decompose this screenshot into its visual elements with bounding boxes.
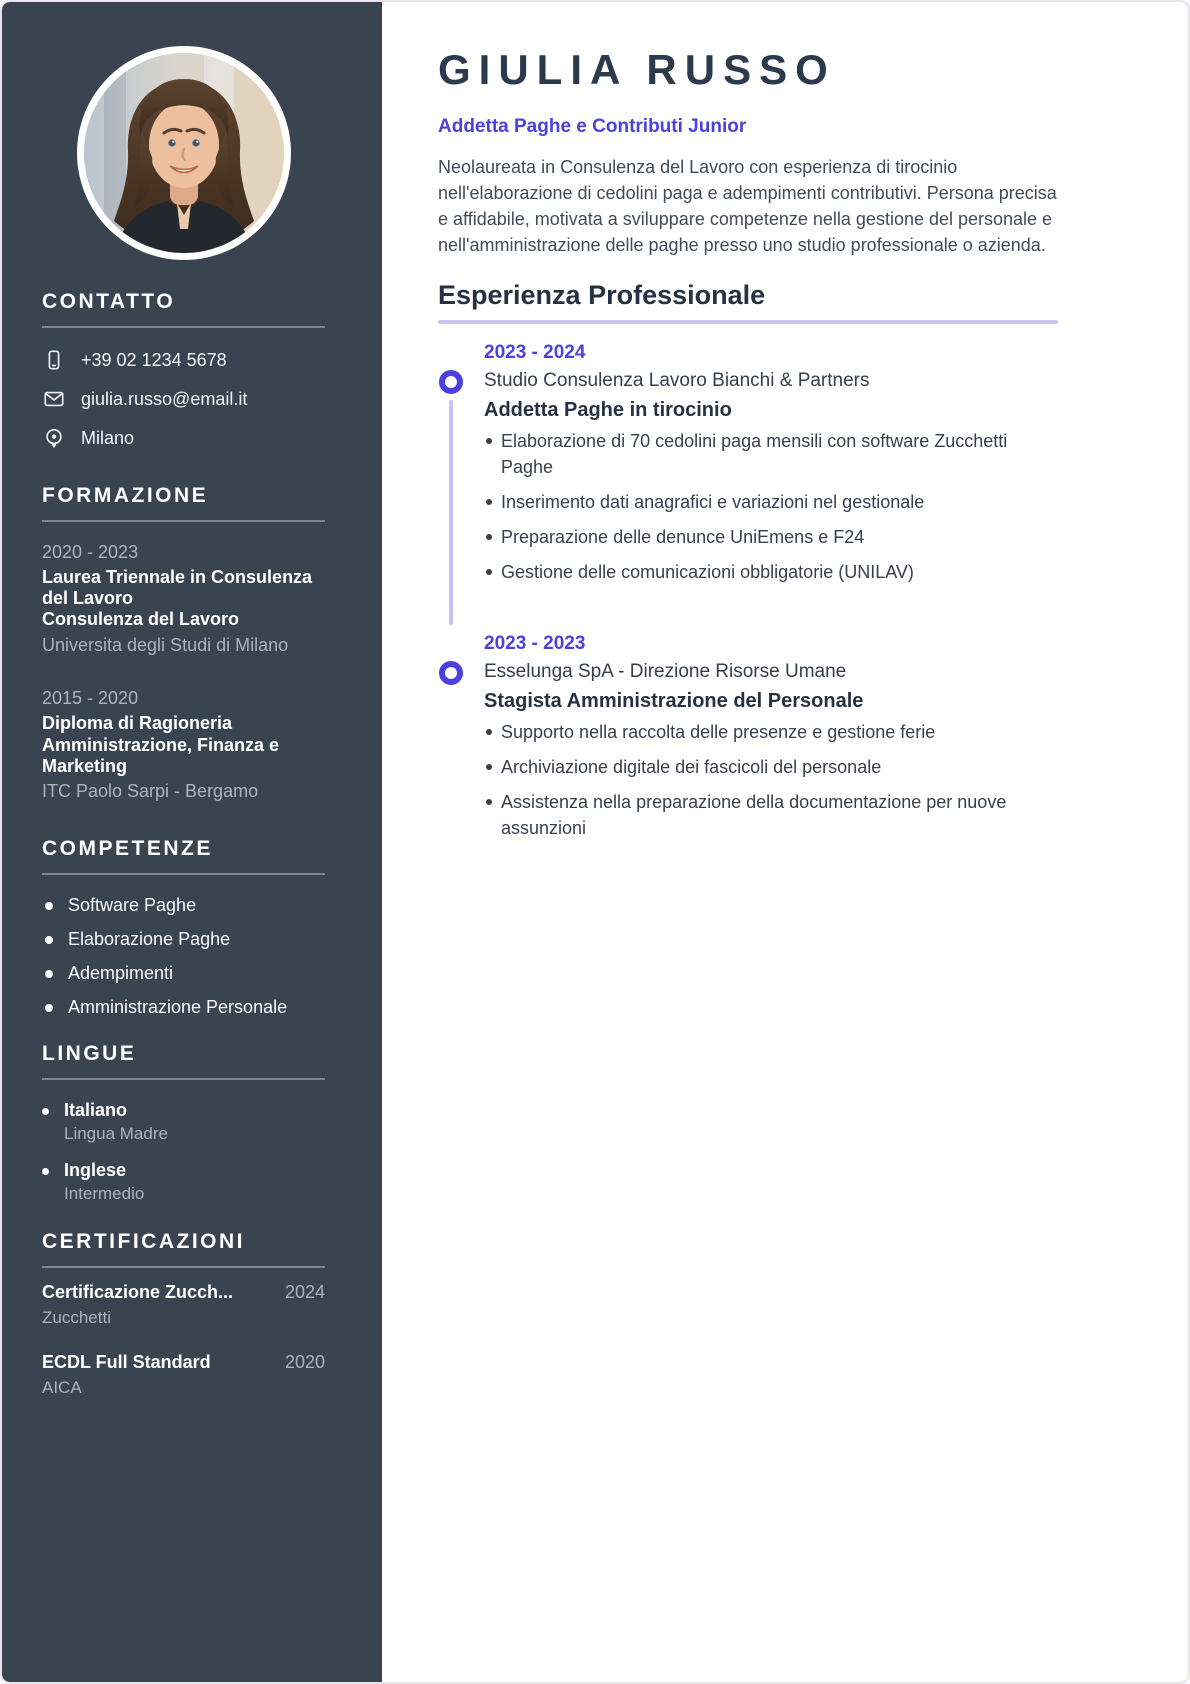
contact-section bbox=[42, 290, 325, 450]
contact-location-value: Milano bbox=[81, 427, 135, 448]
education-institution: ITC Paolo Sarpi - Bergamo bbox=[42, 781, 259, 801]
skill-item: Elaborazione Paghe bbox=[42, 929, 325, 950]
certifications-section bbox=[42, 1230, 325, 1398]
section-divider bbox=[42, 1266, 325, 1268]
language-level: Lingua Madre bbox=[64, 1123, 168, 1143]
education-degree: Diploma di Ragioneria bbox=[42, 713, 233, 734]
education-institution: Universita degli Studi di Milano bbox=[42, 634, 289, 655]
skills-heading: COMPETENZE bbox=[42, 836, 213, 860]
certification-item bbox=[42, 1352, 325, 1398]
profile-photo-image bbox=[84, 53, 284, 253]
education-heading: FORMAZIONE bbox=[42, 484, 209, 507]
language-name: Italiano bbox=[64, 1099, 128, 1120]
profile-photo bbox=[77, 46, 291, 260]
education-item bbox=[42, 688, 325, 802]
experience-bullet: Gestione delle comunicazioni obbligatorie (UNILAV) bbox=[484, 559, 1049, 585]
education-degree: Laurea Triennale in Consulenza del Lavoro bbox=[42, 567, 313, 609]
language-level: Intermedio bbox=[64, 1183, 145, 1203]
language-name: Inglese bbox=[64, 1159, 127, 1180]
skill-item: Adempimenti bbox=[42, 963, 325, 984]
phone-icon bbox=[42, 348, 66, 372]
experience-entry bbox=[438, 633, 1058, 841]
contact-phone-row bbox=[42, 348, 325, 372]
skill-item: Amministrazione Personale bbox=[42, 997, 325, 1018]
language-item bbox=[42, 1100, 325, 1144]
language-item bbox=[42, 1160, 325, 1204]
certification-name: ECDL Full Standard bbox=[42, 1351, 211, 1372]
section-divider bbox=[42, 520, 325, 522]
location-icon bbox=[42, 426, 66, 450]
heading-underline bbox=[438, 320, 1058, 324]
experience-timeline bbox=[438, 342, 1058, 841]
education-field: Consulenza del Lavoro bbox=[42, 609, 240, 630]
contact-email-value: giulia.russo@email.it bbox=[81, 388, 248, 409]
experience-period: 2023 - 2023 bbox=[484, 633, 586, 654]
experience-bullet-list bbox=[484, 719, 1058, 841]
experience-bullet: Assistenza nella preparazione della documentazione per nuove assunzioni bbox=[484, 789, 1049, 841]
experience-company: Esselunga SpA - Direzione Risorse Umane bbox=[484, 661, 847, 682]
experience-entry bbox=[438, 342, 1058, 585]
certifications-heading: CERTIFICAZIONI bbox=[42, 1229, 245, 1253]
languages-heading: LINGUE bbox=[42, 1041, 137, 1065]
experience-bullet: Archiviazione digitale dei fascicoli del personale bbox=[484, 754, 1049, 780]
summary-text: Neolaureata in Consulenza del Lavoro con esperienza di tirocinio nell'elaborazione di cedolini paga e adempimenti contributivi. Persona precisa e affidabile, motivata a sviluppare competenze nella gestione del personale e nell'amministrazione delle paghe presso uno studio professionale o azienda. bbox=[438, 157, 1057, 255]
experience-bullet: Preparazione delle denunce UniEmens e F24 bbox=[484, 524, 1049, 550]
timeline-connector bbox=[449, 400, 453, 625]
experience-company: Studio Consulenza Lavoro Bianchi & Partners bbox=[484, 370, 870, 391]
education-field: Amministrazione, Finanza e Marketing bbox=[42, 734, 280, 776]
experience-role: Addetta Paghe in tirocinio bbox=[484, 399, 732, 421]
contact-email-row bbox=[42, 387, 325, 411]
experience-bullet: Elaborazione di 70 cedolini paga mensili con software Zucchetti Paghe bbox=[484, 428, 1049, 480]
certification-year: 2020 bbox=[284, 1351, 325, 1372]
contact-location-row bbox=[42, 426, 325, 450]
email-icon bbox=[42, 387, 66, 411]
contact-phone-value: +39 02 1234 5678 bbox=[81, 349, 227, 370]
skill-item: Software Paghe bbox=[42, 895, 325, 916]
certification-year: 2024 bbox=[284, 1281, 325, 1302]
section-divider bbox=[42, 326, 325, 328]
experience-heading: Esperienza Professionale bbox=[438, 280, 766, 310]
section-divider bbox=[42, 873, 325, 875]
certification-item bbox=[42, 1282, 325, 1328]
skills-section bbox=[42, 837, 325, 1018]
person-name: GIULIA RUSSO bbox=[438, 46, 836, 93]
experience-role: Stagista Amministrazione del Personale bbox=[484, 690, 864, 712]
experience-bullet: Inserimento dati anagrafici e variazioni nel gestionale bbox=[484, 489, 1049, 515]
certification-name: Certificazione Zucch... bbox=[42, 1281, 234, 1302]
sidebar bbox=[2, 2, 382, 1682]
main-content bbox=[382, 2, 1188, 1682]
experience-bullet: Supporto nella raccolta delle presenze e gestione ferie bbox=[484, 719, 1049, 745]
experience-bullet-list bbox=[484, 428, 1058, 585]
contact-heading: CONTATTO bbox=[42, 290, 176, 313]
education-period: 2020 - 2023 bbox=[42, 542, 139, 562]
skills-list bbox=[42, 895, 325, 1018]
certification-issuer: Zucchetti bbox=[42, 1307, 111, 1327]
certification-issuer: AICA bbox=[42, 1377, 82, 1397]
timeline-marker-icon bbox=[439, 661, 463, 685]
experience-period: 2023 - 2024 bbox=[484, 342, 586, 363]
education-period: 2015 - 2020 bbox=[42, 688, 139, 709]
education-section bbox=[42, 484, 325, 803]
education-item bbox=[42, 542, 325, 656]
languages-section bbox=[42, 1042, 325, 1204]
job-title: Addetta Paghe e Contributi Junior bbox=[438, 116, 747, 137]
section-divider bbox=[42, 1078, 325, 1080]
timeline-marker-icon bbox=[439, 370, 463, 394]
